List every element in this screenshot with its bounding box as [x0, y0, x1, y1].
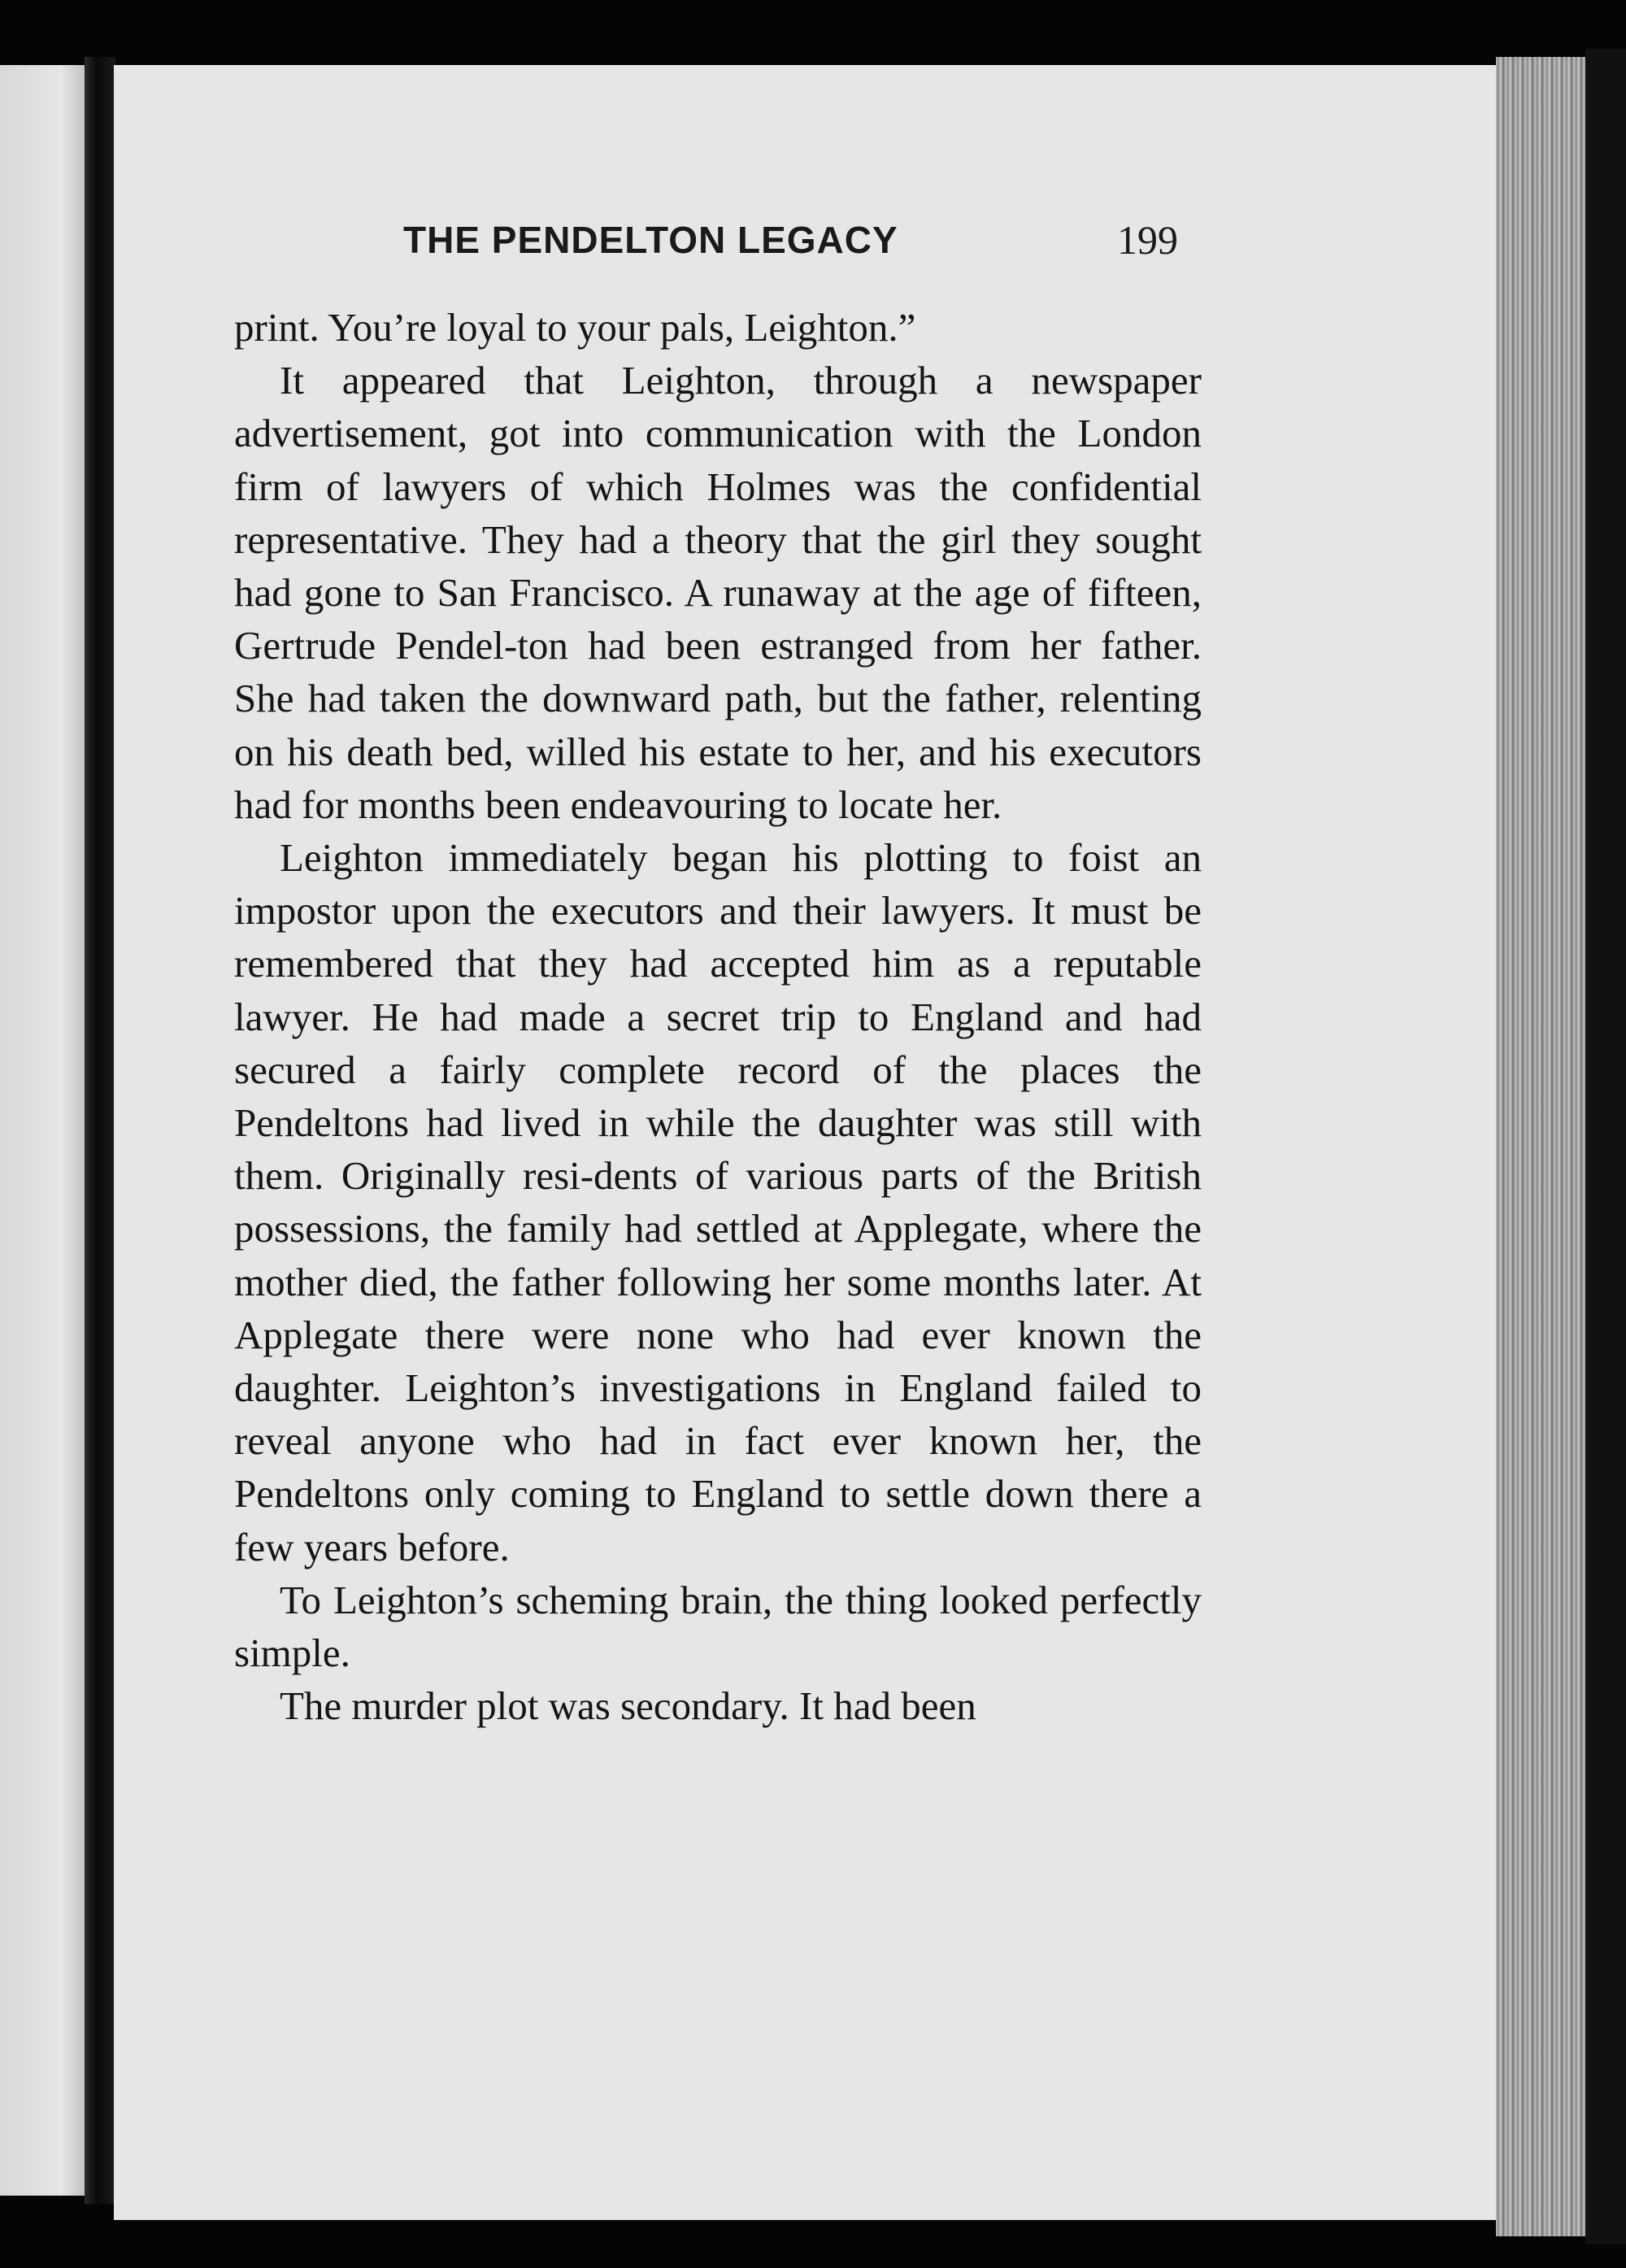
page-header	[403, 218, 1216, 275]
paragraph: The murder plot was secondary. It had been	[280, 1683, 976, 1729]
paragraph: To Leighton’s scheming brain, the thing looked perfectly simple.	[234, 1577, 1202, 1676]
running-title: THE PENDELTON LEGACY	[403, 219, 898, 261]
paragraph: Leighton immediately began his plotting to foist an impostor upon the executors and their lawyers. It must be remembered that they had accepted him as a reputable lawyer. He had made a secret trip to England and had secured a fairly complete record of the places the Pendeltons had lived in while the daughter was still with them. Originally resi-dents of various parts of the British possessions, the family had settled at Applegate, where the mother died, the father following her some months later. At Applegate there were none who had ever known the daughter. Leighton’s investigations in England failed to reveal anyone who had in fact ever known her, the Pendeltons only coming to England to settle down there a few years before.	[234, 835, 1202, 1569]
previous-page-edge	[0, 65, 88, 2196]
paragraph: It appeared that Leighton, through a newspaper advertisement, got into communication with the London firm of lawyers of which Holmes was the confidential representative. They had a theory that the girl they sought had gone to San Francisco. A runaway at the age of fifteen, Gertrude Pendel-ton had been estranged from her father. She had taken the downward path, but the father, relenting on his death bed, willed his estate to her, and his executors had for months been endeavouring to locate her.	[234, 358, 1202, 827]
body-text	[234, 301, 1202, 1732]
book-gutter	[85, 57, 115, 2204]
paragraph: print. You’re loyal to your pals, Leighton.”	[234, 305, 916, 350]
scan-border	[1585, 49, 1626, 2244]
page-number: 199	[1117, 217, 1178, 263]
